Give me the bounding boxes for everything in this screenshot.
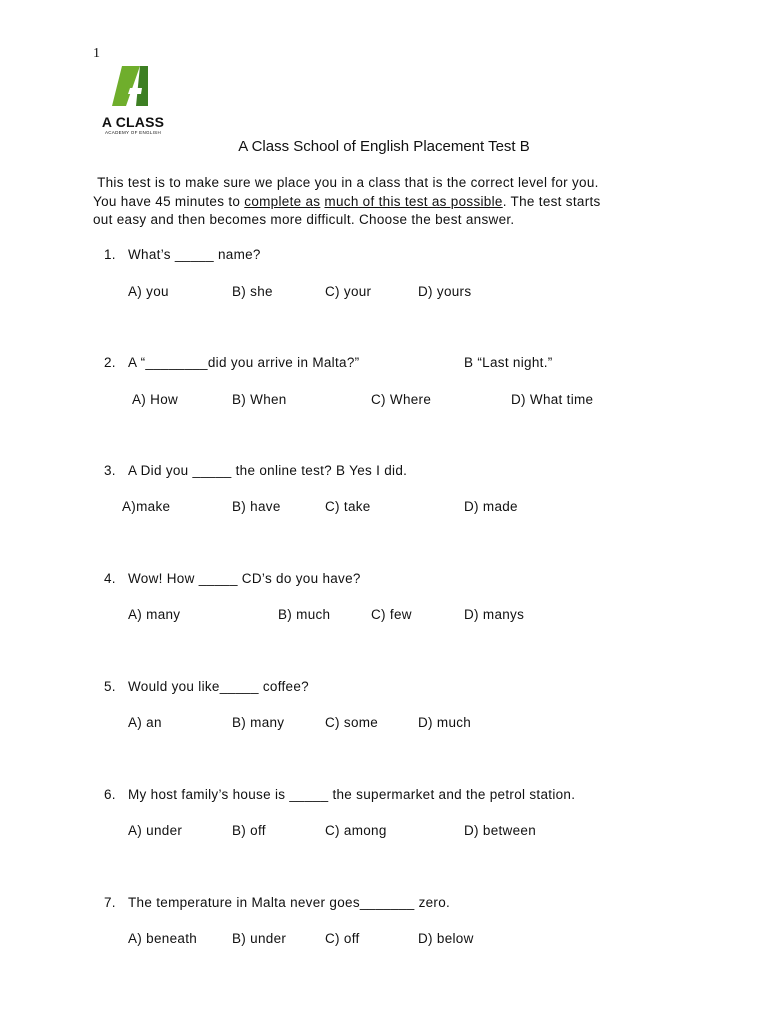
instructions bbox=[93, 174, 693, 230]
option-b[interactable]: B) she bbox=[232, 284, 273, 299]
option-c[interactable]: C) Where bbox=[371, 392, 432, 407]
school-logo bbox=[96, 62, 170, 140]
option-c[interactable]: C) off bbox=[325, 931, 360, 946]
option-b[interactable]: B) off bbox=[232, 823, 266, 838]
question-number: 7. bbox=[104, 895, 116, 910]
option-b[interactable]: B) under bbox=[232, 931, 287, 946]
underlined-phrase-1: complete as bbox=[244, 193, 321, 209]
logo-subtitle: ACADEMY OF ENGLISH bbox=[104, 130, 162, 135]
logo-name: A CLASS bbox=[101, 114, 165, 130]
question-number: 1. bbox=[104, 247, 116, 262]
option-a[interactable]: A) under bbox=[128, 823, 183, 838]
question-number: 3. bbox=[104, 463, 116, 478]
option-c[interactable]: C) your bbox=[325, 284, 372, 299]
instructions-line-2: You have 45 minutes to complete as much of this test as possible. The test starts bbox=[93, 193, 601, 209]
underlined-phrase-2: much of this test as possible bbox=[324, 193, 503, 209]
option-d[interactable]: D) What time bbox=[511, 392, 594, 407]
option-c[interactable]: C) among bbox=[325, 823, 387, 838]
option-a[interactable]: A) How bbox=[132, 392, 179, 407]
question-text: A Did you _____ the online test? B Yes I did. bbox=[128, 463, 408, 478]
instructions-line-3: out easy and then becomes more difficult. Choose the best answer. bbox=[93, 212, 515, 227]
option-b[interactable]: B) many bbox=[232, 715, 285, 730]
question-text: What’s _____ name? bbox=[128, 247, 261, 262]
option-d[interactable]: D) manys bbox=[464, 607, 525, 622]
option-c[interactable]: C) some bbox=[325, 715, 379, 730]
a-class-logo-icon bbox=[96, 62, 170, 114]
option-a[interactable]: A) an bbox=[128, 715, 162, 730]
document-title: A Class School of English Placement Test B bbox=[238, 138, 530, 155]
question-reply: B “Last night.” bbox=[464, 355, 553, 370]
question-text: A “________did you arrive in Malta?” bbox=[128, 355, 360, 370]
option-d[interactable]: D) yours bbox=[418, 284, 472, 299]
option-a[interactable]: A)make bbox=[122, 499, 171, 514]
question-number: 5. bbox=[104, 679, 116, 694]
instructions-line-1: This test is to make sure we place you in a class that is the correct level for you. bbox=[97, 175, 599, 190]
option-b[interactable]: B) When bbox=[232, 392, 287, 407]
page-number: 1 bbox=[93, 46, 100, 61]
option-a[interactable]: A) you bbox=[128, 284, 169, 299]
question-text: Would you like_____ coffee? bbox=[128, 679, 309, 694]
question-number: 2. bbox=[104, 355, 116, 370]
option-c[interactable]: C) take bbox=[325, 499, 371, 514]
question-text: Wow! How _____ CD’s do you have? bbox=[128, 571, 361, 586]
option-c[interactable]: C) few bbox=[371, 607, 412, 622]
question-text: My host family’s house is _____ the supermarket and the petrol station. bbox=[128, 787, 576, 802]
option-b[interactable]: B) much bbox=[278, 607, 331, 622]
question-number: 4. bbox=[104, 571, 116, 586]
option-a[interactable]: A) beneath bbox=[128, 931, 198, 946]
question-number: 6. bbox=[104, 787, 116, 802]
option-d[interactable]: D) below bbox=[418, 931, 474, 946]
question-text: The temperature in Malta never goes_______ zero. bbox=[128, 895, 451, 910]
option-d[interactable]: D) much bbox=[418, 715, 472, 730]
option-a[interactable]: A) many bbox=[128, 607, 181, 622]
option-b[interactable]: B) have bbox=[232, 499, 281, 514]
option-d[interactable]: D) made bbox=[464, 499, 518, 514]
option-d[interactable]: D) between bbox=[464, 823, 537, 838]
